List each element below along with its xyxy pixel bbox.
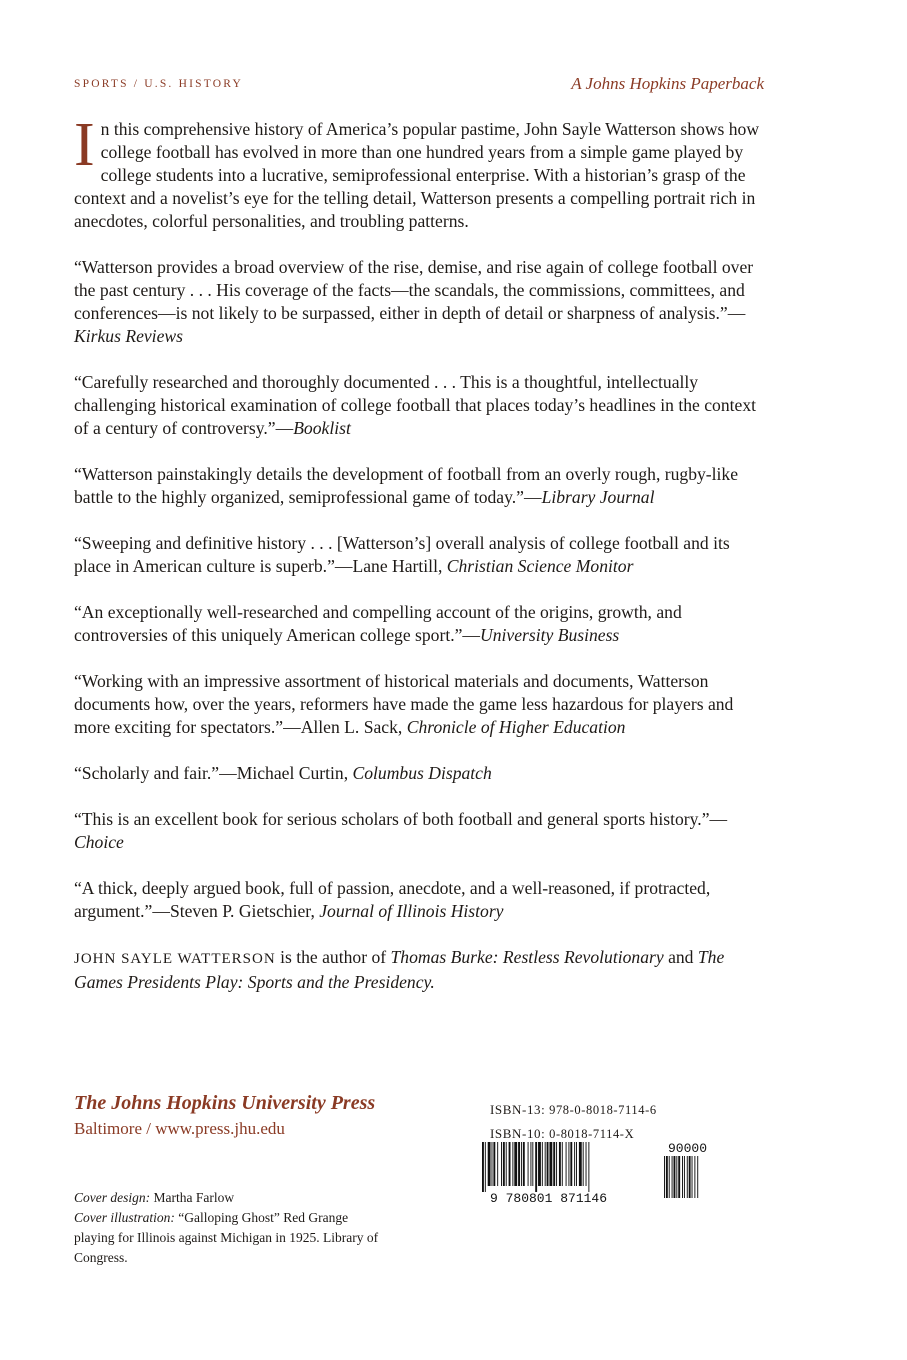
barcode-bar: [545, 1142, 546, 1186]
intro-paragraph: [74, 111, 764, 233]
barcode-bar: [553, 1142, 555, 1186]
barcode-bar: [542, 1142, 543, 1186]
isbn-13: ISBN-13: 978-0-8018-7114-6: [490, 1102, 657, 1117]
barcode-addon-bar: [682, 1156, 683, 1198]
barcode-bar: [503, 1142, 505, 1186]
review-kirkus: “Watterson provides a broad overview of the rise, demise, and rise again of college football over the past century . . . His coverage of the facts—the scandals, the commissions, committees, and conferences—is not likely to be surpassed, either in depth of detail or sharpness of analysis.”—Kirkus Reviews: [74, 257, 754, 346]
barcode-bar: [506, 1142, 507, 1186]
barcode-bar: [518, 1142, 520, 1186]
barcode-addon-bar: [664, 1156, 665, 1198]
barcode-addon-bar: [694, 1156, 695, 1198]
barcode-bar: [493, 1142, 495, 1186]
drop-cap: I: [74, 111, 95, 179]
review-csm: “Sweeping and definitive history . . . [Watterson’s] overall analysis of college football and its place in American culture is superb.”—Lane Hartill, Christian Science Monitor: [74, 533, 730, 576]
barcode-bar: [547, 1142, 549, 1186]
barcode-bar: [514, 1142, 517, 1186]
barcode-price-code: 90000: [668, 1141, 708, 1156]
barcode-bars: [482, 1142, 589, 1192]
barcode-bar: [492, 1142, 493, 1186]
isbn-block: [490, 1098, 657, 1146]
barcode-bar: [583, 1142, 584, 1186]
review-university-business: “An exceptionally well-researched and compelling account of the origins, growth, and controversies of this uniquely American college sport.”—University Business: [74, 602, 682, 645]
barcode-bar: [521, 1142, 522, 1186]
barcode-bar: [568, 1142, 569, 1186]
category-label: SPORTS / U.S. HISTORY: [74, 78, 243, 90]
publisher-location: Baltimore / www.press.jhu.edu: [74, 1119, 285, 1138]
barcode-addon-bar: [697, 1156, 698, 1198]
barcode-bar: [512, 1142, 513, 1186]
barcode-addon-bar: [669, 1156, 670, 1198]
barcode-bar: [559, 1142, 561, 1186]
isbn-10: ISBN-10: 0-8018-7114-X: [490, 1126, 635, 1141]
header: [74, 74, 764, 96]
barcode-bar: [566, 1142, 567, 1186]
intro-text: n this comprehensive history of America’s popular pastime, John Sayle Watterson shows how college football has evolved in more than one hundred years from a simple game played by college students into a lucrative, semiprofessional enterprise. With a historian’s grasp of the context and a novelist’s eye for the telling detail, Watterson presents a compelling portrait rich in anecdotes, colorful personalities, and troubling patterns.: [74, 119, 760, 231]
author-bio: JOHN SAYLE WATTERSON is the author of Thomas Burke: Restless Revolutionary and The Games Presidents Play: Sports and the Presidency.: [74, 947, 725, 992]
barcode-bar: [579, 1142, 582, 1186]
barcode-bar: [532, 1142, 533, 1186]
barcode-addon-bar: [674, 1156, 676, 1198]
barcode-bar: [482, 1142, 484, 1192]
barcode-bar: [576, 1142, 577, 1186]
barcode-bar: [586, 1142, 587, 1186]
barcode-addon-bar: [672, 1156, 673, 1198]
cover-design-credit: Cover design: Martha Farlow: [74, 1190, 235, 1205]
barcode-addon-bar: [666, 1156, 668, 1198]
barcode-addon-bar: [689, 1156, 691, 1198]
publisher-name: The Johns Hopkins University Press: [74, 1092, 376, 1114]
barcode-bar: [530, 1142, 531, 1186]
barcode-addon-bar: [687, 1156, 688, 1198]
review-booklist: “Carefully researched and thoroughly documented . . . This is a thoughtful, intellectually challenging historical examination of college football that places today’s headlines in the context of a century of controversy.”—Booklist: [74, 372, 757, 438]
barcode-addon-bars: [664, 1156, 698, 1198]
barcode-bar: [556, 1142, 557, 1186]
barcode-addon-bar: [676, 1156, 677, 1198]
barcode-addon-bar: [692, 1156, 693, 1198]
series-label: A Johns Hopkins Paperback: [571, 74, 764, 93]
review-choice: “This is an excellent book for serious scholars of both football and general sports history.”—Choice: [74, 809, 728, 852]
review-columbus-dispatch: “Scholarly and fair.”—Michael Curtin, Columbus Dispatch: [74, 763, 492, 783]
author-name: JOHN SAYLE WATTERSON: [74, 951, 276, 967]
review-library-journal: “Watterson painstakingly details the development of football from an overly rough, rugby-like battle to the highly organized, semiprofessional game of today.”—Library Journal: [74, 464, 739, 507]
barcode-bar: [485, 1142, 486, 1192]
barcode-addon-bar: [684, 1156, 685, 1198]
barcode-bar: [588, 1142, 589, 1192]
description-block: [74, 111, 764, 1017]
barcode-bar: [488, 1142, 491, 1186]
barcode-bar: [501, 1142, 502, 1186]
barcode-bar: [562, 1142, 563, 1186]
barcode-bar: [535, 1142, 537, 1192]
barcode-bar: [523, 1142, 525, 1186]
publisher-block: [74, 1092, 375, 1139]
review-chronicle: “Working with an impressive assortment of historical materials and documents, Watterson documents how, over the years, reformers have made the game less hazardous for players and more exciting for spectators.”—Allen L. Sack, Chronicle of Higher Education: [74, 671, 734, 737]
barcode-addon-bar: [678, 1156, 680, 1198]
barcode-bar: [570, 1142, 572, 1186]
barcode-bar: [497, 1142, 498, 1186]
barcode: [478, 1140, 718, 1204]
barcode-bar: [528, 1142, 529, 1186]
review-illinois-history: “A thick, deeply argued book, full of passion, anecdote, and a well-reasoned, if protracted, argument.”—Steven P. Gietschier, Journal of Illinois History: [74, 878, 711, 921]
barcode-bar: [509, 1142, 511, 1186]
barcode-bar: [574, 1142, 575, 1186]
cover-illustration-credit: Cover illustration: “Galloping Ghost” Red Grange playing for Illinois against Michigan in 1925. Library of Congress.: [74, 1210, 379, 1265]
barcode-digits: 9 780801 871146: [490, 1191, 608, 1204]
barcode-bar: [538, 1142, 541, 1186]
barcode-bar: [549, 1142, 552, 1186]
cover-credits: [74, 1188, 384, 1268]
